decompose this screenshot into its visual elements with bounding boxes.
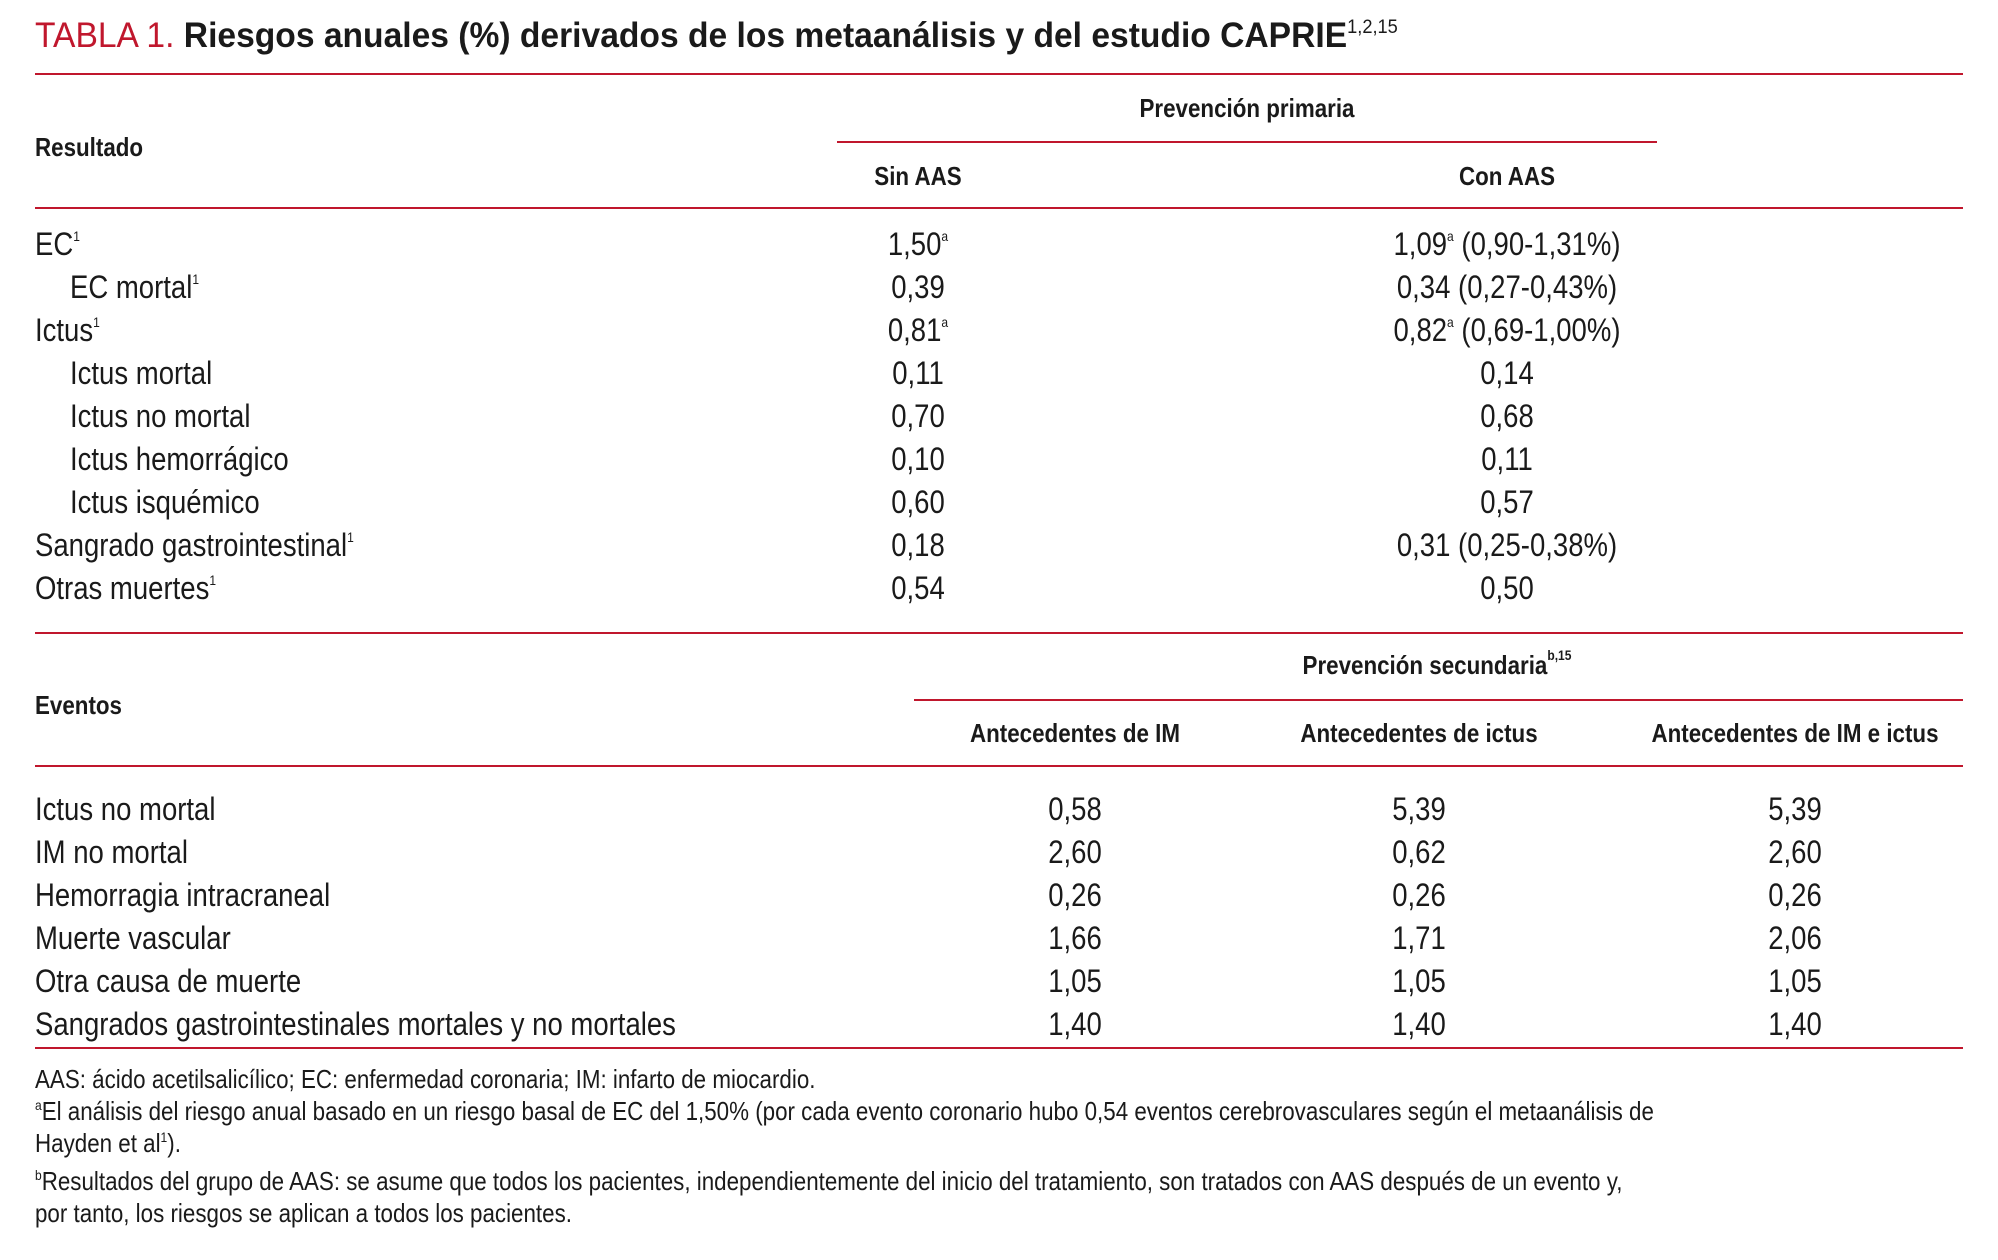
primary-row-label: Ictus no mortal [70, 398, 251, 434]
primary-row-con-aas-note: a [1447, 314, 1454, 330]
title-reference: 1,2,15 [1347, 17, 1398, 38]
header-antecedentes-ictus: Antecedentes de ictus [1300, 718, 1538, 748]
secondary-row-ictus: 1,05 [1392, 963, 1446, 999]
footnote-b-text1: Resultados del grupo de AAS: se asume que todos los pacientes, independientemente del inicio del tratamiento, son tratados con AAS después de un evento y, [41, 1166, 1623, 1196]
secondary-row-ictus: 0,26 [1392, 877, 1446, 913]
secondary-row-ictus: 5,39 [1392, 791, 1446, 827]
section-divider-rule [35, 632, 1963, 634]
footnote-a-text1: El análisis del riesgo anual basado en un riesgo basal de EC del 1,50% (por cada evento coronario hubo 0,54 eventos cerebrovasculares según el metaanálisis de [41, 1096, 1654, 1126]
secondary-group-rule [914, 699, 1963, 701]
header-antecedentes-im-ictus: Antecedentes de IM e ictus [1651, 718, 1939, 748]
primary-row-label: Ictus mortal [70, 355, 213, 391]
primary-row-con-aas: 0,50 [1480, 570, 1534, 606]
primary-row-sin-aas: 0,11 [892, 355, 944, 391]
footnote-a-line1 [35, 1095, 1695, 1127]
secondary-row-label: Ictus no mortal [35, 791, 216, 827]
primary-row-con-aas: 0,31 (0,25-0,38%) [1396, 527, 1618, 563]
secondary-row-both: 2,06 [1768, 920, 1822, 956]
secondary-row-both: 2,60 [1768, 834, 1822, 870]
header-sin-aas: Sin AAS [874, 161, 962, 191]
secondary-row-both: 0,26 [1768, 877, 1822, 913]
secondary-row-im: 0,58 [1048, 791, 1102, 827]
footnotes [35, 1063, 1965, 1229]
bottom-rule [35, 1047, 1963, 1049]
primary-row-label-ref: 1 [347, 529, 354, 545]
secondary-row-both: 5,39 [1768, 791, 1822, 827]
table-label: TABLA 1. [35, 16, 175, 55]
primary-row-label: Ictus hemorrágico [70, 441, 289, 477]
primary-group-rule [837, 141, 1657, 143]
primary-row-sin-aas-note: a [941, 314, 949, 330]
primary-row-label: Ictus isquémico [70, 484, 260, 520]
primary-row-label-ref: 1 [93, 314, 100, 330]
footnote-b-line2: por tanto, los riesgos se aplican a todos los pacientes. [35, 1198, 572, 1228]
secondary-row-im: 1,66 [1048, 920, 1102, 956]
primary-row-con-aas: 0,11 [1481, 441, 1533, 477]
primary-row-sin-aas: 0,70 [891, 398, 945, 434]
primary-row-sin-aas: 0,60 [891, 484, 945, 520]
footnote-a-text3: ). [167, 1128, 181, 1158]
primary-row-label: EC mortal$^1$ [70, 269, 200, 305]
primary-row-label: Ictus$^1$ [35, 312, 100, 348]
table-title-text: Riesgos anuales (%) derivados de los metaanálisis y del estudio CAPRIE [183, 16, 1348, 55]
footnote-a-mark: a [35, 1097, 42, 1113]
secondary-row-label: Muerte vascular [35, 920, 231, 956]
secondary-row-label: IM no mortal [35, 834, 188, 870]
primary-row-con-aas: 0,82$^a$ (0,69-1,00%) [1393, 312, 1621, 348]
primary-row-label-ref: 1 [73, 228, 80, 244]
primary-row-con-aas: 0,57 [1480, 484, 1534, 520]
primary-row-con-aas: 0,68 [1480, 398, 1534, 434]
primary-row-label-ref: 1 [192, 271, 200, 287]
secondary-row-im: 1,05 [1048, 963, 1102, 999]
secondary-header-rule [35, 765, 1963, 767]
secondary-row-ictus: 1,40 [1392, 1006, 1446, 1042]
header-con-aas: Con AAS [1458, 161, 1556, 191]
footnote-b-line1 [35, 1165, 1695, 1197]
header-eventos: Eventos [35, 690, 122, 720]
header-prevencion-primaria: Prevención primaria [1139, 93, 1355, 123]
primary-row-sin-aas: 0,10 [891, 441, 945, 477]
footnote-b-mark: b [35, 1167, 42, 1183]
primary-row-sin-aas: 0,39 [891, 269, 945, 305]
secondary-row-both: 1,40 [1768, 1006, 1822, 1042]
primary-row-label-ref: 1 [209, 572, 217, 588]
top-rule [35, 73, 1963, 75]
footnote-a-text2: Hayden et al [35, 1128, 161, 1158]
primary-row-con-aas-note: a [1447, 228, 1454, 244]
primary-row-con-aas: 0,34 (0,27-0,43%) [1396, 269, 1618, 305]
primary-row-sin-aas: 0,81$^a$ [887, 312, 949, 348]
secondary-row-label: Otra causa de muerte [35, 963, 302, 999]
header-prevencion-secundaria [987, 648, 1887, 682]
secondary-row-im: 2,60 [1048, 834, 1102, 870]
secondary-row-im: 0,26 [1048, 877, 1102, 913]
primary-row-con-aas: 1,09$^a$ (0,90-1,31%) [1393, 226, 1621, 262]
primary-row-label: Otras muertes$^1$ [35, 570, 217, 606]
secondary-row-label: Sangrados gastrointestinales mortales y no mortales [35, 1006, 676, 1042]
secondary-row-ictus: 0,62 [1392, 834, 1446, 870]
primary-row-sin-aas-note: a [941, 228, 949, 244]
primary-row-con-aas: 0,14 [1480, 355, 1534, 391]
secondary-row-im: 1,40 [1048, 1006, 1102, 1042]
table-title [35, 14, 1398, 58]
primary-row-label: Sangrado gastrointestinal$^1$ [35, 527, 354, 563]
footnote-a-ref: 1 [160, 1129, 168, 1145]
secondary-row-label: Hemorragia intracraneal [35, 877, 331, 913]
primary-row-sin-aas: 0,18 [891, 527, 945, 563]
footnote-abbreviations: AAS: ácido acetilsalicílico; EC: enfermedad coronaria; IM: infarto de miocardio. [35, 1064, 816, 1094]
primary-row-label: $EC^1$ [35, 226, 80, 262]
prevencion-secundaria-text: Prevención secundaria [1302, 650, 1548, 680]
primary-row-sin-aas: 1,50$^a$ [887, 226, 949, 262]
primary-row-sin-aas: 0,54 [891, 570, 945, 606]
footnote-a-line2 [35, 1127, 1695, 1159]
prevencion-secundaria-ref: b,15 [1547, 647, 1572, 663]
secondary-row-ictus: 1,71 [1392, 920, 1446, 956]
header-antecedentes-im: Antecedentes de IM [969, 718, 1180, 748]
header-resultado: Resultado [35, 132, 144, 162]
primary-header-rule [35, 207, 1963, 209]
secondary-row-both: 1,05 [1768, 963, 1822, 999]
